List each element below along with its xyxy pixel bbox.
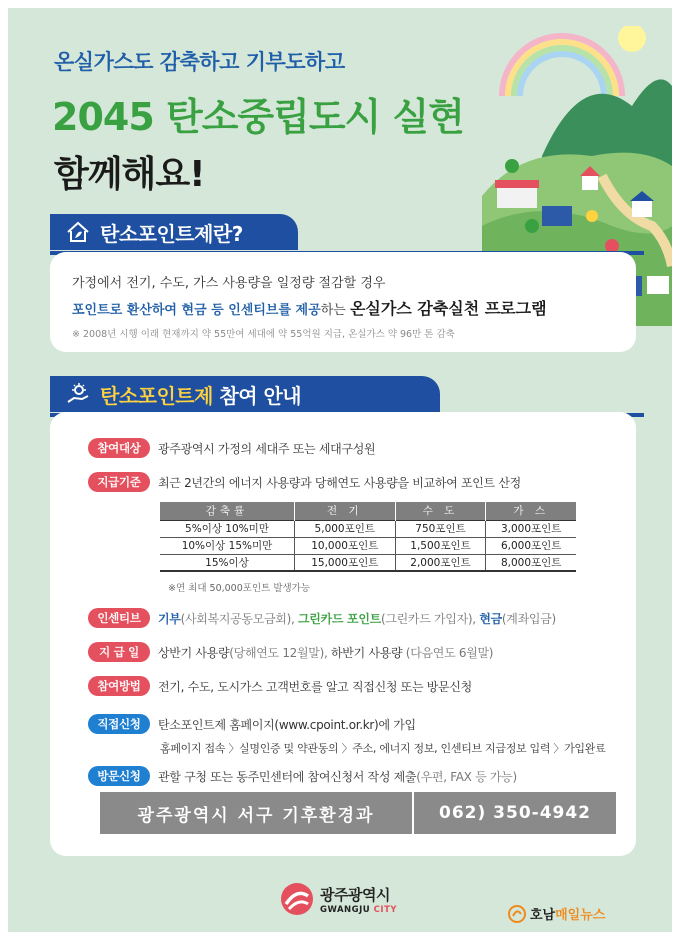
points-table-note: ※연 최대 50,000포인트 발생가능 xyxy=(168,583,311,594)
payday-second-half-note: (다음연도 6월말) xyxy=(402,645,494,660)
points-col-water: 수 도 xyxy=(395,502,486,520)
logo-english-a: GWANGJU xyxy=(320,904,374,915)
table-cell: 6,000포인트 xyxy=(486,537,576,554)
points-col-rate: 감축률 xyxy=(160,502,294,520)
eco-house-icon xyxy=(66,220,90,244)
incentive-pill: 인센티브 xyxy=(88,608,150,628)
news-watermark xyxy=(508,904,605,923)
hand-bulb-icon xyxy=(66,382,90,406)
table-row xyxy=(160,537,576,554)
contact-bar xyxy=(100,792,616,834)
poster xyxy=(8,8,672,932)
incentive-greencard: 그린카드 포인트 xyxy=(298,611,381,626)
table-cell: 8,000포인트 xyxy=(486,554,576,571)
logo-english-b: CITY xyxy=(373,904,398,915)
target-pill: 참여대상 xyxy=(88,438,150,458)
direct-steps: 홈페이지 접속 〉실명인증 및 약관동의 〉주소, 에너지 정보, 인센티브 지급정보 입력 〉가입완료 xyxy=(160,742,606,755)
table-cell: 2,000포인트 xyxy=(395,554,486,571)
direct-text: 탄소포인트제 홈페이지(www.cpoint.or.kr)에 가입 xyxy=(158,717,416,732)
incentive-greencard-note: (그린카드 가입자), xyxy=(380,611,480,626)
poster-subtitle: 온실가스도 감축하고 기부도하고 xyxy=(54,50,345,74)
points-col-gas: 가 스 xyxy=(486,502,576,520)
points-table-header xyxy=(160,502,576,520)
visit-text xyxy=(158,768,517,785)
criteria-text: 최근 2년간의 에너지 사용량과 당해연도 사용량을 비교하여 포인트 산정 xyxy=(158,475,521,490)
table-cell: 3,000포인트 xyxy=(486,520,576,537)
what-is-mid: 하는 xyxy=(320,303,350,318)
incentive-row xyxy=(88,608,556,628)
table-cell: 5%이상 10%미만 xyxy=(160,520,294,537)
section-guide-title xyxy=(100,380,301,409)
criteria-row xyxy=(88,472,521,492)
visit-main: 관할 구청 또는 동주민센터에 참여신청서 작성 제출 xyxy=(158,769,417,784)
logo-korean: 광주광역시 xyxy=(320,885,390,904)
incentive-cash: 현금 xyxy=(479,611,502,626)
table-row xyxy=(160,520,576,537)
table-cell: 10,000포인트 xyxy=(294,537,395,554)
contact-org: 광주광역시 서구 기후환경과 xyxy=(100,792,414,834)
target-text: 광주광역시 가정의 세대주 또는 세대구성원 xyxy=(158,441,376,456)
gwangju-logo xyxy=(280,882,397,916)
method-row xyxy=(88,676,472,696)
section-guide-title-rest: 참여 안내 xyxy=(212,383,302,408)
visit-pill: 방문신청 xyxy=(88,766,150,786)
logo-english xyxy=(320,905,397,915)
payday-text xyxy=(158,644,493,661)
payday-first-half: 상반기 사용량 xyxy=(158,645,230,660)
direct-row xyxy=(88,714,416,734)
method-text: 전기, 수도, 도시가스 고객번호를 알고 직접신청 또는 방문신청 xyxy=(158,679,472,694)
incentive-text xyxy=(158,610,556,627)
incentive-donation: 기부 xyxy=(158,611,181,626)
payday-row xyxy=(88,642,493,662)
watermark-text xyxy=(530,904,605,923)
visit-note: (우편, FAX 등 가능) xyxy=(416,769,517,784)
what-is-program: 온실가스 감축실천 프로그램 xyxy=(349,299,547,318)
table-cell: 10%이상 15%미만 xyxy=(160,537,294,554)
what-is-note: ※ 2008년 시행 이래 현재까지 약 55만여 세대에 약 55억원 지급, 온실가스 약 96만 톤 감축 xyxy=(72,329,455,340)
poster-title: 2045 탄소중립도시 실현 xyxy=(52,95,464,139)
incentive-donation-note: (사회복지공동모금회), xyxy=(180,611,299,626)
payday-second-half: 하반기 사용량 xyxy=(331,645,403,660)
direct-pill: 직접신청 xyxy=(88,714,150,734)
section-what-is-tab xyxy=(50,214,298,250)
method-pill: 참여방법 xyxy=(88,676,150,696)
incentive-cash-note: (계좌입금) xyxy=(501,611,556,626)
table-cell: 15,000포인트 xyxy=(294,554,395,571)
payday-first-half-note: (당해연도 12월말), xyxy=(229,645,332,660)
table-cell: 5,000포인트 xyxy=(294,520,395,537)
points-table xyxy=(160,502,576,572)
section-guide-tab xyxy=(50,376,440,412)
watermark-a: 호남 xyxy=(530,908,556,923)
section-what-is-title: 탄소포인트제란? xyxy=(100,221,243,246)
table-cell: 1,500포인트 xyxy=(395,537,486,554)
payday-pill: 지 급 일 xyxy=(88,642,150,662)
table-row xyxy=(160,554,576,571)
what-is-line-1: 가정에서 전기, 수도, 가스 사용량을 일정량 절감할 경우 xyxy=(72,276,386,291)
gwangju-emblem-icon xyxy=(280,882,314,916)
what-is-highlight: 포인트로 환산하여 현금 등 인센티브를 제공 xyxy=(72,303,321,318)
poster-title-2: 함께해요! xyxy=(54,154,205,195)
visit-row xyxy=(88,766,517,786)
what-is-card xyxy=(50,252,636,352)
news-logo-icon xyxy=(508,905,526,923)
watermark-b: 매일뉴스 xyxy=(555,908,606,923)
what-is-line-2 xyxy=(72,296,547,319)
criteria-pill: 지급기준 xyxy=(88,472,150,492)
section-guide-title-highlight: 탄소포인트제 xyxy=(100,383,213,408)
points-col-electric: 전 기 xyxy=(294,502,395,520)
table-cell: 750포인트 xyxy=(395,520,486,537)
target-row xyxy=(88,438,375,458)
contact-phone: 062) 350-4942 xyxy=(438,803,592,823)
table-cell: 15%이상 xyxy=(160,554,294,571)
guide-card xyxy=(50,412,636,856)
